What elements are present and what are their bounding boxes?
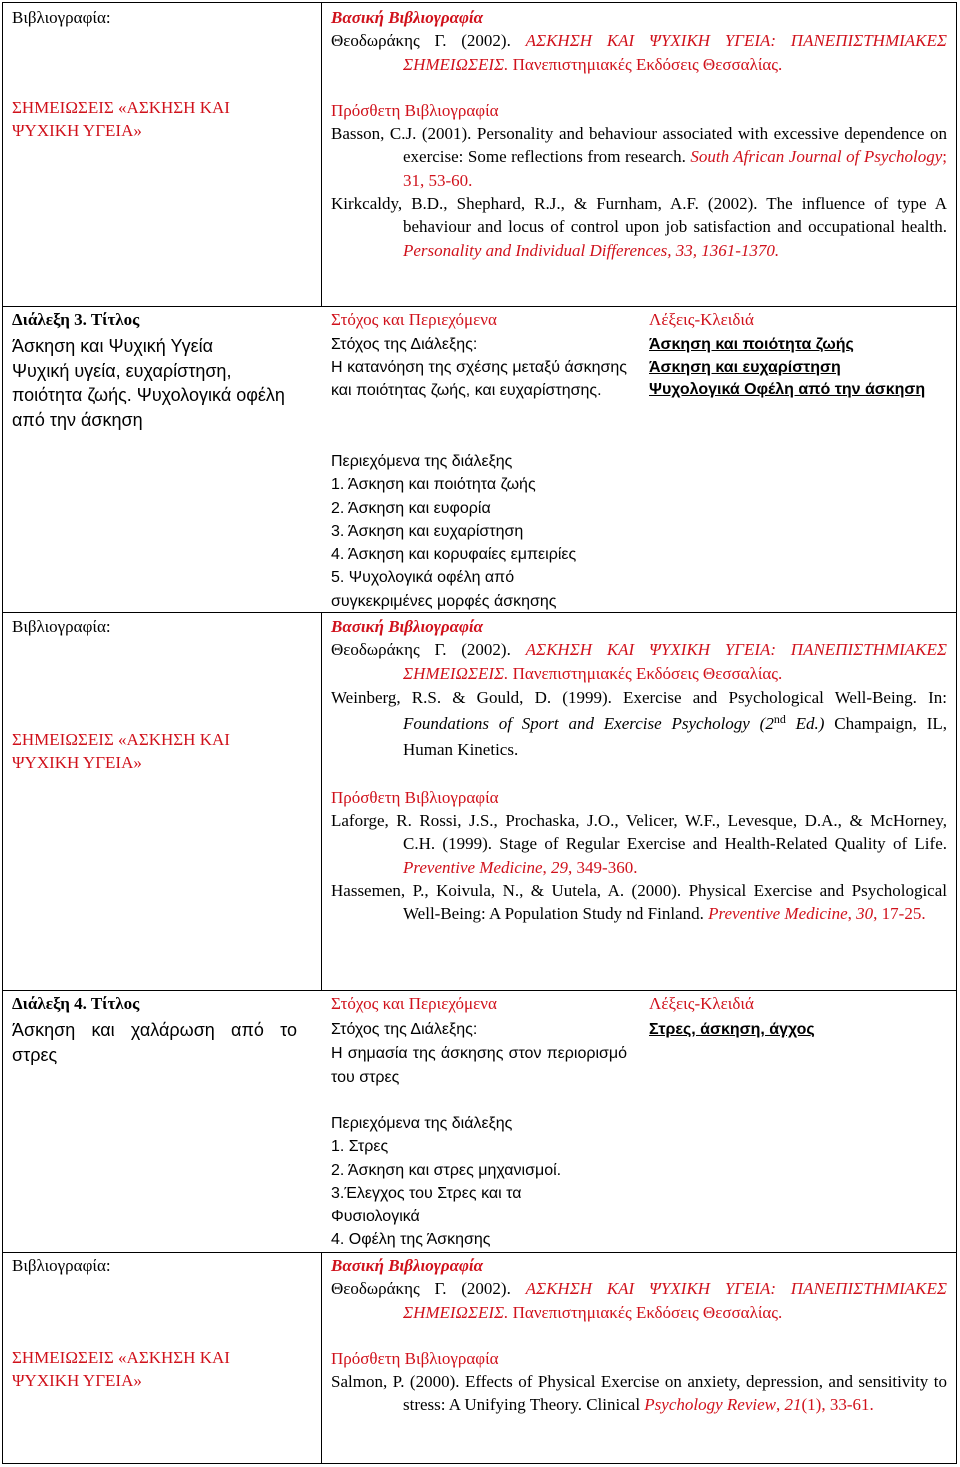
- divider-bib4: [321, 1252, 322, 1464]
- lecture3-keywords: [649, 334, 945, 402]
- lecture-subtitle: Ψυχική υγεία, ευχαρίστηση, ποιότητα ζωής. Ψυχολογικά οφέλη από την άσκηση: [12, 360, 285, 430]
- keyword-item: Στρες, άσκηση, άγχος: [649, 1021, 815, 1038]
- contents-label: Περιεχόμενα της διάλεξης: [331, 453, 513, 470]
- keyword-item: Ψυχολογικά Οφέλη από την άσκηση: [649, 381, 926, 398]
- contents-item: 1. Άσκηση και ποιότητα ζωής: [331, 476, 536, 494]
- contents-item: Φυσιολογικά: [331, 1208, 420, 1226]
- divider-top: [321, 2, 322, 306]
- notes-title-line1: ΣΗΜΕΙΩΣΕΙΣ «ΑΣΚΗΣΗ ΚΑΙ: [12, 1348, 230, 1367]
- keywords-header: Λέξεις-Κλειδιά: [649, 994, 754, 1013]
- reference-item: Salmon, P. (2000). Effects of Physical Exercise on anxiety, depression, and sensitivity to stress: A Unifying Theory. Clinical Psychology Review, 21(1), 33-61.: [331, 1372, 947, 1415]
- goal-label: Στόχος της Διάλεξης:: [331, 336, 478, 353]
- rule-l4: [2, 990, 957, 991]
- bibliography-main-4: [331, 1254, 947, 1417]
- bibliography-label: Βιβλιογραφία:: [12, 617, 111, 636]
- goal-text: Η σημασία της άσκησης στον περιορισμό του στρες: [331, 1045, 627, 1086]
- goal-text: Η κατανόηση της σχέσης μεταξύ άσκησης και ποιότητας ζωής, και ευχαρίστησης.: [331, 359, 627, 399]
- divider-bib3: [321, 612, 322, 990]
- keyword-item: Άσκηση και ευχαρίστηση: [649, 358, 841, 376]
- reference-item: Hassemen, P., Koivula, N., & Uutela, A. (2000). Physical Exercise and Psychological Well-Being: A Population Study nd Finland. Preventive Medicine, 30, 17-25.: [331, 881, 947, 924]
- rule-l3: [2, 306, 957, 307]
- lecture3-contents: [331, 450, 627, 613]
- bibliography-main-3: [331, 615, 947, 926]
- lecture4-header: [12, 992, 957, 1016]
- rule-bib4: [2, 1252, 957, 1253]
- contents-item: 4. Άσκηση και κορυφαίες εμπειρίες: [331, 546, 577, 564]
- notes-title-line2: ΨΥΧΙΚΗ ΥΓΕΙΑ»: [12, 753, 142, 772]
- keywords-header: Λέξεις-Κλειδιά: [649, 310, 754, 329]
- reference-basic: Θεοδωράκης Γ. (2002). ΑΣΚΗΣΗ ΚΑΙ ΨΥΧΙΚΗ ΥΓΕΙΑ: ΠΑΝΕΠΙΣΤΗΜΙΑΚΕΣ ΣΗΜΕΙΩΣΕΙΣ. Πανεπιστημιακές Εκδόσεις Θεσσαλίας.: [331, 640, 947, 683]
- bibliography-side-0: [12, 6, 312, 142]
- notes-title-line1: ΣΗΜΕΙΩΣΕΙΣ «ΑΣΚΗΣΗ ΚΑΙ: [12, 98, 230, 117]
- contents-item: 3. Άσκηση και ευχαρίστηση: [331, 522, 524, 540]
- lecture4-title-cell: [12, 1018, 297, 1068]
- bibliography-side-3: [12, 615, 312, 774]
- bibliography-main-0: [331, 6, 947, 262]
- bibliography-label: Βιβλιογραφία:: [12, 8, 111, 27]
- notes-title-line2: ΨΥΧΙΚΗ ΥΓΕΙΑ»: [12, 1371, 142, 1390]
- basic-bibliography-heading: Βασική Βιβλιογραφία: [331, 617, 484, 636]
- lecture4-goal: [331, 1018, 627, 1090]
- goal-label: Στόχος της Διάλεξης:: [331, 1021, 478, 1038]
- bibliography-side-4: [12, 1254, 312, 1392]
- contents-item: συγκεκριμένες μορφές άσκησης: [331, 592, 557, 610]
- notes-title-line2: ΨΥΧΙΚΗ ΥΓΕΙΑ»: [12, 121, 142, 140]
- reference-item: Basson, C.J. (2001). Personality and behaviour associated with excessive dependence on exercise: Some reflections from research. South African Journal of Psychology; 31, 53-60.: [331, 124, 947, 190]
- notes-title-line1: ΣΗΜΕΙΩΣΕΙΣ «ΑΣΚΗΣΗ ΚΑΙ: [12, 730, 230, 749]
- lecture-title-header: Διάλεξη 4. Τίτλος: [12, 994, 140, 1013]
- contents-item: 4. Οφέλη της Άσκησης: [331, 1231, 491, 1249]
- additional-bibliography-heading: Πρόσθετη Βιβλιογραφία: [331, 100, 499, 120]
- reference-item: Kirkcaldy, B.D., Shephard, R.J., & Furnham, A.F. (2002). The influence of type A behaviour and locus of control upon job satisfaction and occupational health. Personality and Individual Differences, 33, 1361-1370.: [331, 194, 947, 260]
- bibliography-label: Βιβλιογραφία:: [12, 1256, 111, 1275]
- additional-bibliography-heading: Πρόσθετη Βιβλιογραφία: [331, 1348, 499, 1368]
- keyword-item: Άσκηση και ποιότητα ζωής: [649, 336, 854, 353]
- lecture3-title-cell: [12, 334, 292, 432]
- lecture4-keywords: [649, 1019, 945, 1042]
- lecture-title: Άσκηση και Ψυχική Υγεία: [12, 336, 214, 356]
- contents-item: 5. Ψυχολογικά οφέλη από: [331, 569, 515, 587]
- lecture3-goal: [331, 333, 627, 402]
- contents-label: Περιεχόμενα της διάλεξης: [331, 1115, 513, 1132]
- contents-item: 2. Άσκηση και ευφορία: [331, 499, 491, 517]
- goal-header: Στόχος και Περιεχόμενα: [331, 310, 497, 329]
- contents-item: 2. Άσκηση και στρες μηχανισμοί.: [331, 1161, 562, 1179]
- lecture3-header: [12, 308, 957, 332]
- contents-item: 1. Στρες: [331, 1138, 389, 1156]
- reference-basic: Θεοδωράκης Γ. (2002). ΑΣΚΗΣΗ ΚΑΙ ΨΥΧΙΚΗ ΥΓΕΙΑ: ΠΑΝΕΠΙΣΤΗΜΙΑΚΕΣ ΣΗΜΕΙΩΣΕΙΣ. Πανεπιστημιακές Εκδόσεις Θεσσαλίας.: [331, 1279, 947, 1322]
- basic-bibliography-heading: Βασική Βιβλιογραφία: [331, 1256, 484, 1275]
- reference-item: Weinberg, R.S. & Gould, D. (1999). Exercise and Psychological Well-Being. In: Foundations of Sport and Exercise Psychology (2nd Ed.) Champaign, IL, Human Kinetics.: [331, 687, 948, 759]
- contents-item: 3.Έλεγχος του Στρες και τα: [331, 1184, 522, 1202]
- lecture4-contents: [331, 1112, 627, 1252]
- reference-item: Laforge, R. Rossi, J.S., Prochaska, J.O., Velicer, W.F., Levesque, D.A., & McHorney, C.H. (1999). Stage of Regular Exercise and Health-Related Quality of Life. Preventive Medicine, 29, 349-360.: [331, 811, 947, 877]
- lecture-title: Άσκηση και χαλάρωση από το στρες: [12, 1020, 297, 1065]
- goal-header: Στόχος και Περιεχόμενα: [331, 994, 497, 1013]
- basic-bibliography-heading: Βασική Βιβλιογραφία: [331, 8, 484, 27]
- lecture-title-header: Διάλεξη 3. Τίτλος: [12, 310, 140, 329]
- additional-bibliography-heading: Πρόσθετη Βιβλιογραφία: [331, 787, 499, 807]
- reference-basic: Θεοδωράκης Γ. (2002). ΑΣΚΗΣΗ ΚΑΙ ΨΥΧΙΚΗ ΥΓΕΙΑ: ΠΑΝΕΠΙΣΤΗΜΙΑΚΕΣ ΣΗΜΕΙΩΣΕΙΣ. Πανεπιστημιακές Εκδόσεις Θεσσαλίας.: [331, 31, 947, 74]
